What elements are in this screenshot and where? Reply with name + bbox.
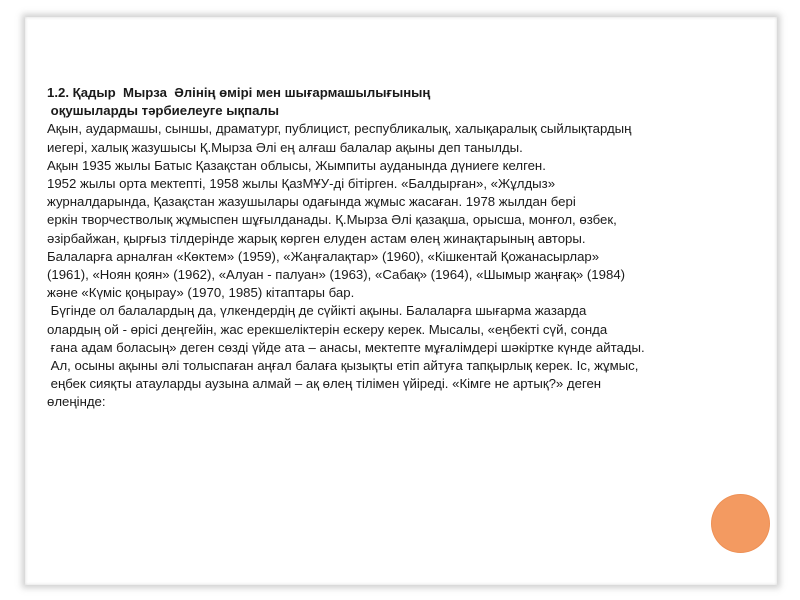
body-line: еркін творчестволық жұмыспен шұғылданады. Қ.Мырза Әлі қазақша, орысша, монғол, өзбек, [47, 212, 617, 228]
body-line: 1952 жылы орта мектепті, 1958 жылы ҚазМҰУ-ді бітірген. «Балдырған», «Жұлдыз» [47, 176, 556, 192]
body-line: Ақын 1935 жылы Батыс Қазақстан облысы, Жымпиты ауданында дүниеге келген. [47, 157, 546, 173]
body-line: Ақын, аудармашы, сыншы, драматург, публицист, республикалық, халықаралық сыйлықтардың [47, 121, 632, 137]
body-line: Балаларға арналған «Көктем» (1959), «Жаңғалақтар» (1960), «Кішкентай Қожанасырлар» [47, 248, 600, 264]
decorative-orange-circle [712, 495, 769, 552]
body-line: еңбек сияқты атауларды аузына алмай – ақ өлең тілімен үйіреді. «Кімге не артық?» деген [47, 376, 602, 392]
heading-line-2: оқушыларды тәрбиелеуге ықпалы [47, 103, 280, 119]
body-line: ғана адам боласың» деген сөзді үйде ата – анасы, мектепте мұғалімдері шәкіртке күнде айтады. [47, 339, 645, 355]
body-line: иегері, халық жазушысы Қ.Мырза Әлі ең алғаш балалар ақыны деп танылды. [47, 139, 523, 155]
body-line: өлеңінде: [47, 394, 106, 410]
body-line: Бүгінде ол балалардың да, үлкендердің де сүйікті ақыны. Балаларға шығарма жазарда [47, 303, 587, 319]
body-line: (1961), «Ноян қоян» (1962), «Алуан - палуан» (1963), «Сабақ» (1964), «Шымыр жаңғақ» (1984) [47, 267, 626, 283]
body-line: және «Күміс қоңырау» (1970, 1985) кітаптары бар. [47, 285, 355, 301]
body-line: олардың ой - өрісі деңгейін, жас ерекшеліктерін ескеру керек. Мысалы, «еңбекті сүй, сонда [47, 321, 608, 337]
heading-line-1: 1.2. Қадыр Мырза Әлінің өмірі мен шығармашылығының [47, 85, 431, 100]
body-line: журналдарында, Қазақстан жазушылары одағында жұмыс жасаған. 1978 жылдан бері [47, 194, 576, 210]
slide-text [47, 84, 767, 412]
body-line: әзірбайжан, қырғыз тілдерінде жарық көрген елуден астам өлең жинақтарының авторы. [47, 230, 586, 246]
body-line: Ал, осыны ақыны әлі толыспаған аңғал балаға қызықты етіп айтуға тапқырлық керек. Іс, жұмыс, [47, 358, 639, 374]
